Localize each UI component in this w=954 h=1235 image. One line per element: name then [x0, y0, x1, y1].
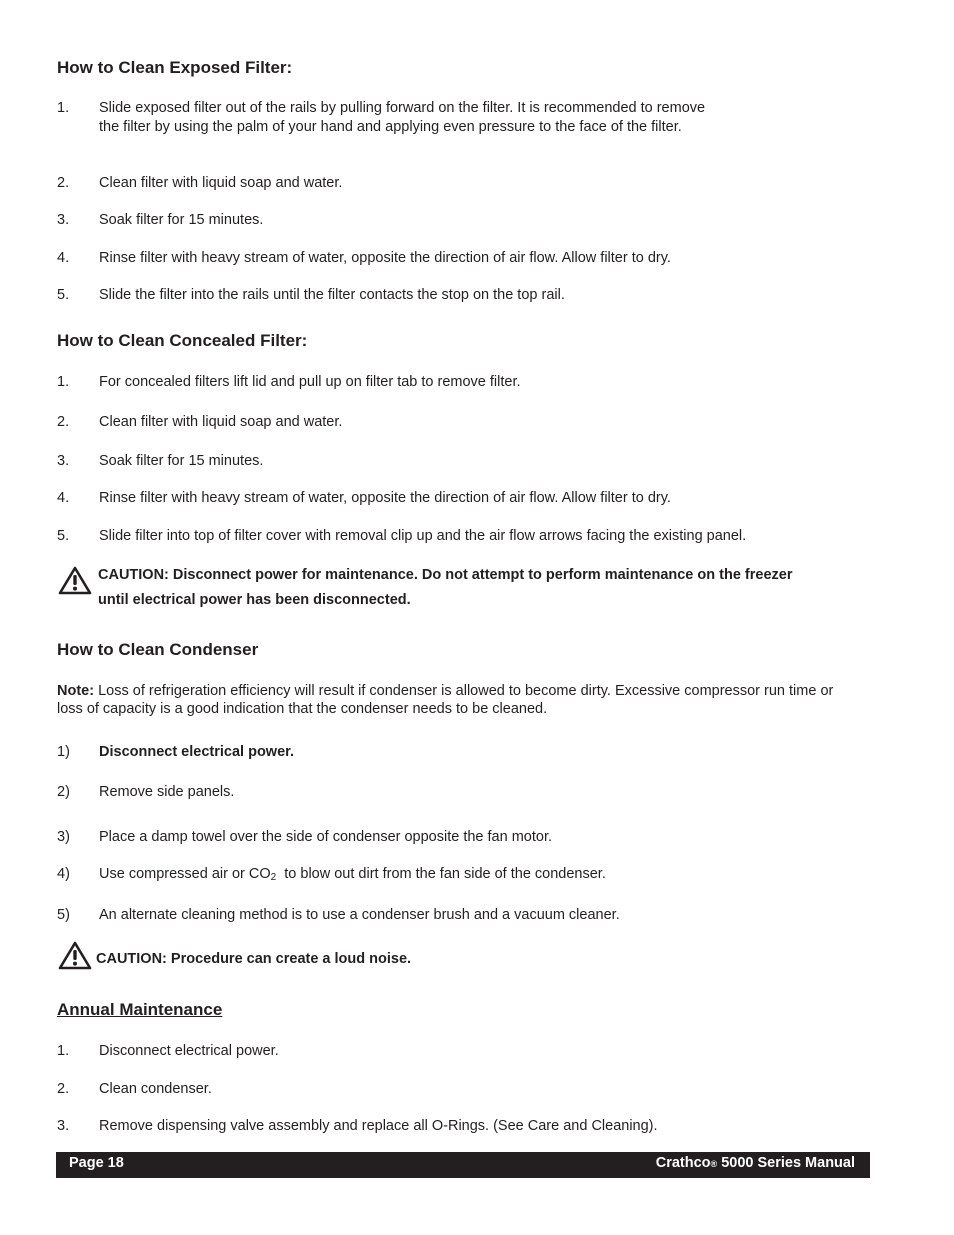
list-text: Remove dispensing valve assembly and replace all O-Rings. (See Care and Cleaning).	[99, 1118, 658, 1134]
list-number: 2.	[57, 414, 70, 430]
list-text: Rinse filter with heavy stream of water, opposite the direction of air flow. Allow filter to dry.	[99, 490, 671, 506]
list-text: Rinse filter with heavy stream of water, opposite the direction of air flow. Allow filter to dry.	[99, 250, 671, 266]
list-text: Soak filter for 15 minutes.	[99, 453, 264, 469]
list-number: 2.	[57, 1081, 70, 1097]
list-number: 3.	[57, 1118, 70, 1134]
list-number: 4.	[57, 490, 70, 506]
list-text: Soak filter for 15 minutes.	[99, 212, 264, 228]
caution-loud-noise: CAUTION: Procedure can create a loud noise.	[96, 951, 412, 967]
manual-title	[656, 1155, 855, 1171]
page-number: Page 18	[69, 1155, 124, 1171]
manual-name: 5000 Series Manual	[717, 1155, 855, 1171]
list-text: Remove side panels.	[99, 784, 235, 800]
heading-concealed-filter: How to Clean Concealed Filter:	[57, 331, 308, 350]
list-text: Slide filter into top of filter cover with removal clip up and the air flow arrows facing the existing panel.	[99, 528, 747, 544]
heading-annual-maintenance: Annual Maintenance	[57, 1000, 223, 1019]
list-text: Clean filter with liquid soap and water.	[99, 175, 343, 191]
list-number: 3.	[57, 453, 70, 469]
list-number: 3)	[57, 829, 70, 845]
list-text: An alternate cleaning method is to use a condenser brush and a vacuum cleaner.	[99, 907, 620, 923]
list-text: Clean filter with liquid soap and water.	[99, 414, 343, 430]
page-footer	[56, 1152, 870, 1178]
list-number: 5.	[57, 528, 70, 544]
note-label: Note:	[57, 683, 95, 699]
list-text: Slide the filter into the rails until the filter contacts the stop on the top rail.	[99, 287, 565, 303]
list-text: Clean condenser.	[99, 1081, 212, 1097]
subscript-two: 2	[270, 872, 277, 883]
caution-line: CAUTION: Disconnect power for maintenance. Do not attempt to perform maintenance on the freezer	[98, 567, 793, 583]
condenser-note	[57, 682, 862, 718]
note-text: Loss of refrigeration efficiency will result if condenser is allowed to become dirty. Excessive compressor run time or loss of capacity is a good indication that the condenser needs to be cleaned.	[57, 683, 834, 717]
list-number: 4)	[57, 866, 70, 882]
warning-triangle-icon	[58, 941, 92, 970]
list-number: 1)	[57, 744, 70, 760]
caution-disconnect-power	[98, 563, 792, 613]
list-number: 5)	[57, 907, 70, 923]
list-text: Disconnect electrical power.	[99, 744, 295, 760]
brand-name: Crathco	[655, 1155, 711, 1171]
list-number: 1.	[57, 374, 70, 390]
warning-triangle-icon	[58, 566, 92, 595]
list-text	[99, 865, 857, 887]
list-number: 5.	[57, 287, 70, 303]
list-text: Place a damp towel over the side of condenser opposite the fan motor.	[99, 829, 552, 845]
list-number: 2.	[57, 175, 70, 191]
list-number: 2)	[57, 784, 70, 800]
list-text: Disconnect electrical power.	[99, 1043, 279, 1059]
list-number: 4.	[57, 250, 70, 266]
text-part: to blow out dirt from the fan side of the condenser.	[276, 866, 606, 882]
heading-clean-condenser: How to Clean Condenser	[57, 640, 259, 659]
text-part: Use compressed air or CO	[99, 866, 271, 882]
list-number: 1.	[57, 1043, 70, 1059]
registered-mark: ®	[710, 1159, 718, 1169]
list-number: 1.	[57, 100, 70, 116]
list-number: 3.	[57, 212, 70, 228]
list-text: Slide exposed filter out of the rails by pulling forward on the filter. It is recommended to remove the filter by using the palm of your hand and applying even pressure to the face of the filter.	[99, 100, 706, 135]
list-text: For concealed filters lift lid and pull up on filter tab to remove filter.	[99, 374, 521, 390]
heading-exposed-filter: How to Clean Exposed Filter:	[57, 58, 293, 77]
caution-line: until electrical power has been disconnected.	[98, 592, 411, 608]
